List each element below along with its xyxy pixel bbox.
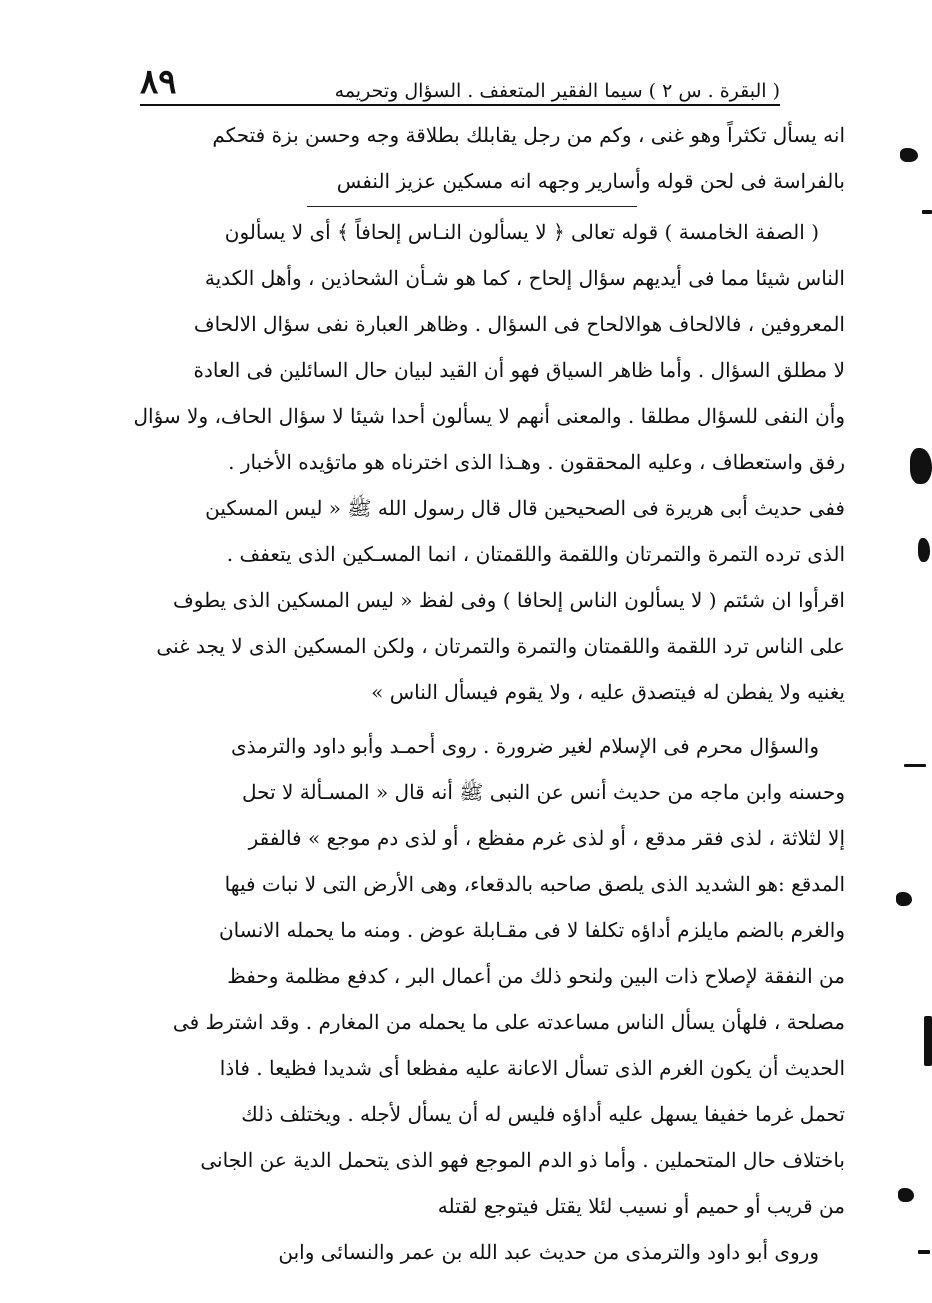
text-line: باختلاف حال المتحملين . وأما ذو الدم الموجع فهو الذى يتحمل الدية عن الجانى: [200, 1148, 845, 1172]
text-line: الذى ترده التمرة والتمرتان واللقمة واللقمتان ، انما المسـكين الذى يتعفف .: [226, 542, 845, 566]
text-line: والسؤال محرم فى الإسلام لغير ضرورة . روى أحمـد وأبو داود والترمذى: [231, 734, 819, 758]
scan-speck: [918, 1250, 930, 1254]
text-line: اقرأوا ان شئتم ( لا يسألون الناس إلحافا ) وفى لفظ « ليس المسكين الذى يطوف: [173, 588, 845, 612]
text-line: المدقع :هو الشديد الذى يلصق صاحبه بالدقعاء، وهى الأرض التى لا نبات فيها: [224, 872, 845, 896]
page-number: ٨٩: [140, 62, 177, 102]
scan-speck: [910, 448, 932, 484]
body-text: [100, 112, 845, 1275]
text-line: على الناس ترد اللقمة واللقمتان والتمرة والتمرتان ، ولكن المسكين الذى لا يجد غنى: [156, 634, 845, 658]
text-line: ففى حديث أبى هريرة فى الصحيحين قال قال رسول الله ﷺ « ليس المسكين: [205, 496, 845, 520]
scan-speck: [900, 148, 918, 162]
text-line: وأن النفى للسؤال مطلقا . والمعنى أنهم لا يسألون أحدا شيئا لا سؤال الحاف، ولا سؤال: [133, 404, 845, 428]
scan-speck: [924, 1016, 932, 1066]
text-line: ( الصفة الخامسة ) قوله تعالى ﴿ لا يسألون النـاس إلحافاً ﴾ أى لا يسألون: [224, 220, 819, 244]
text-line: يغنيه ولا يفطن له فيتصدق عليه ، ولا يقوم فيسأل الناس »: [371, 680, 845, 704]
scan-speck: [918, 538, 930, 562]
text-line: وروى أبو داود والترمذى من حديث عبد الله بن عمر والنسائى وابن: [278, 1240, 819, 1264]
text-line: لا مطلق السؤال . وأما ظاهر السياق فهو أن القيد لبيان حال السائلين فى العادة: [193, 358, 845, 382]
text-line: إلا لثلاثة ، لذى فقر مدقع ، أو لذى غرم مفظع ، أو لذى دم موجع » فالفقر: [248, 826, 845, 850]
text-line: رفق واستعطاف ، وعليه المحققون . وهـذا الذى اخترناه هو ماتؤيده الأخبار .: [228, 450, 845, 474]
text-line: بالفراسة فى لحن قوله وأسارير وجهه انه مسكين عزيز النفس: [336, 169, 845, 193]
header-rule: [140, 104, 780, 106]
page-header: [140, 58, 780, 102]
paragraph-gap: [100, 715, 845, 723]
text-line: وحسنه وابن ماجه من حديث أنس عن النبى ﷺ أنه قال « المسـألة لا تحل: [242, 780, 845, 804]
text-line: تحمل غرما خفيفا يسهل عليه أداؤه فليس له أن يسأل لأجله . ويختلف ذلك: [241, 1102, 845, 1126]
text-line: انه يسأل تكثراً وهو غنى ، وكم من رجل يقابلك بطلاقة وجه وحسن بزة فتحكم: [212, 123, 845, 147]
text-line: من النفقة لإصلاح ذات البين ولنحو ذلك من أعمال البر ، كدفع مظلمة وحفظ: [227, 964, 845, 988]
text-line: من قريب أو حميم أو نسيب لئلا يقتل فيتوجع لقتله: [437, 1194, 845, 1218]
text-line: والغرم بالضم مايلزم أداؤه تكلفا لا فى مقـابلة عوض . ومنه ما يحمله الانسان: [218, 918, 845, 942]
text-line: الحديث أن يكون الغرم الذى تسأل الاعانة عليه مفظعا أى شديدا فظيعا . فاذا: [219, 1056, 845, 1080]
section-divider: [307, 206, 637, 207]
scan-speck: [904, 764, 926, 767]
running-head: ( البقرة . س ٢ ) سيما الفقير المتعفف . السؤال وتحريمه: [334, 80, 780, 102]
text-line: المعروفين ، فالالحاف هوالالحاح فى السؤال . وظاهر العبارة نفى سؤال الالحاف: [193, 312, 845, 336]
scan-speck: [922, 210, 932, 214]
text-line: الناس شيئا مما فى أيديهم سؤال إلحاح ، كما هو شـأن الشحاذين ، وأهل الكدية: [204, 266, 845, 290]
scan-speck: [896, 892, 912, 906]
scan-speck: [898, 1188, 914, 1202]
text-line: مصلحة ، فلهأن يسأل الناس مساعدته على ما يحمله من المغارم . وقد اشترط فى: [172, 1010, 845, 1034]
